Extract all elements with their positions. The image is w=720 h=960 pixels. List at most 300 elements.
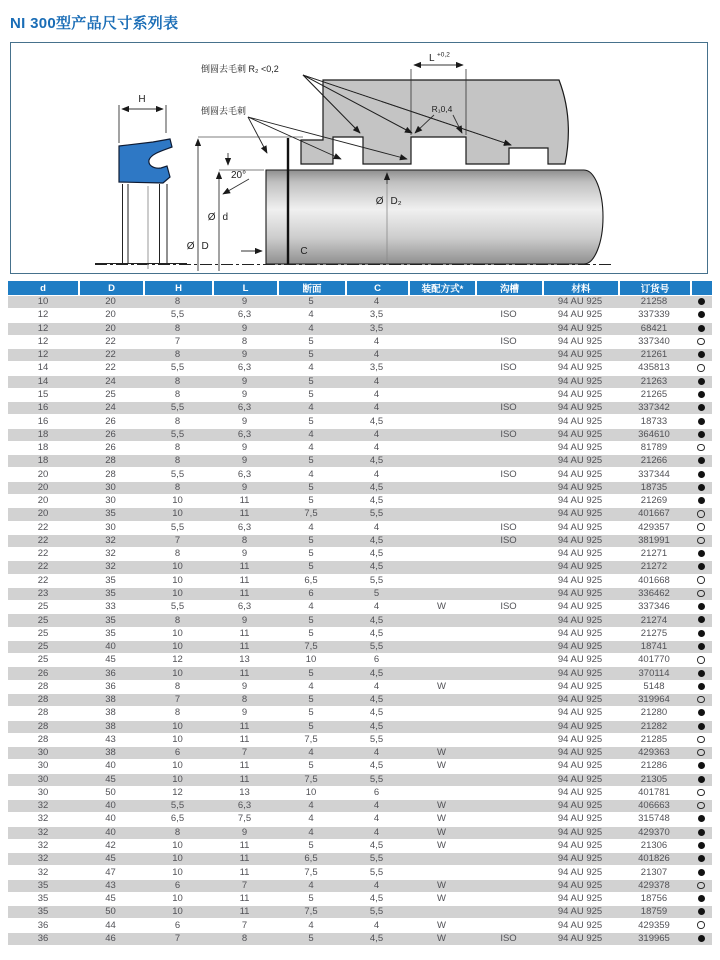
table-cell: 26 xyxy=(78,415,143,428)
table-cell: 18 xyxy=(8,429,78,442)
table-cell: 4 xyxy=(345,747,408,760)
table-cell: 94 AU 925 xyxy=(542,880,618,893)
table-cell xyxy=(408,323,475,336)
table-cell: 10 xyxy=(277,787,345,800)
table-cell: 36 xyxy=(78,681,143,694)
table-cell: 8 xyxy=(143,548,212,561)
table-cell: 45 xyxy=(78,853,143,866)
deburr-r2-label: 倒圆去毛刺 R₂ <0,2 xyxy=(201,64,279,74)
table-row xyxy=(8,721,712,734)
table-cell xyxy=(408,482,475,495)
table-cell: 11 xyxy=(212,774,277,787)
table-cell: 40 xyxy=(78,800,143,813)
availability-cell xyxy=(690,309,712,322)
table-cell: 5 xyxy=(277,389,345,402)
availability-cell xyxy=(690,468,712,481)
column-header-10: 订货号 xyxy=(618,281,690,296)
table-cell xyxy=(475,495,542,508)
table-cell xyxy=(475,588,542,601)
table-cell: 22 xyxy=(78,336,143,349)
table-cell: 10 xyxy=(143,588,212,601)
table-cell: 40 xyxy=(78,760,143,773)
table-cell: 81789 xyxy=(618,442,690,455)
table-cell: 5 xyxy=(277,840,345,853)
table-cell: 4 xyxy=(345,402,408,415)
dim-h-label: H xyxy=(138,94,146,105)
table-cell: 5 xyxy=(277,415,345,428)
table-cell: 13 xyxy=(212,654,277,667)
availability-dot-open-icon xyxy=(697,882,705,890)
availability-cell xyxy=(690,614,712,627)
table-cell: 94 AU 925 xyxy=(542,866,618,879)
table-cell: 4 xyxy=(345,442,408,455)
table-cell: 94 AU 925 xyxy=(542,654,618,667)
table-cell: 5,5 xyxy=(143,402,212,415)
table-cell: 11 xyxy=(212,840,277,853)
table-cell xyxy=(475,561,542,574)
availability-cell xyxy=(690,588,712,601)
table-cell: 32 xyxy=(78,561,143,574)
availability-cell xyxy=(690,415,712,428)
table-cell: 16 xyxy=(8,415,78,428)
table-cell: 28 xyxy=(8,721,78,734)
availability-dot-filled-icon xyxy=(698,908,705,915)
table-cell: 319964 xyxy=(618,694,690,707)
table-cell: 30 xyxy=(8,760,78,773)
table-cell: 5 xyxy=(277,495,345,508)
table-row xyxy=(8,840,712,853)
table-cell: 18756 xyxy=(618,893,690,906)
table-cell: 32 xyxy=(8,813,78,826)
table-row xyxy=(8,415,712,428)
table-cell: 4 xyxy=(277,468,345,481)
table-cell xyxy=(475,628,542,641)
availability-dot-open-icon xyxy=(697,510,705,518)
availability-dot-filled-icon xyxy=(698,351,705,358)
availability-cell xyxy=(690,323,712,336)
availability-cell xyxy=(690,641,712,654)
table-cell: 6 xyxy=(345,787,408,800)
table-cell: 11 xyxy=(212,588,277,601)
table-row xyxy=(8,880,712,893)
availability-cell xyxy=(690,535,712,548)
table-row xyxy=(8,468,712,481)
availability-dot-filled-icon xyxy=(698,935,705,942)
table-cell: 94 AU 925 xyxy=(542,800,618,813)
availability-cell xyxy=(690,455,712,468)
table-cell: 32 xyxy=(8,866,78,879)
table-cell xyxy=(408,667,475,680)
table-cell: 21306 xyxy=(618,840,690,853)
table-cell: 18741 xyxy=(618,641,690,654)
availability-cell xyxy=(690,336,712,349)
table-cell: 12 xyxy=(8,336,78,349)
table-cell xyxy=(475,694,542,707)
table-cell: 5,5 xyxy=(143,309,212,322)
table-cell: W xyxy=(408,919,475,932)
table-cell: ISO xyxy=(475,601,542,614)
angle-label: 20° xyxy=(231,170,247,181)
table-cell: 38 xyxy=(78,707,143,720)
table-row xyxy=(8,853,712,866)
table-cell xyxy=(408,508,475,521)
table-row xyxy=(8,376,712,389)
table-cell: 43 xyxy=(78,880,143,893)
table-cell: 4 xyxy=(277,747,345,760)
availability-dot-open-icon xyxy=(697,523,705,531)
table-cell: 36 xyxy=(78,667,143,680)
table-cell: 8 xyxy=(212,933,277,946)
table-cell: 9 xyxy=(212,323,277,336)
table-cell: 14 xyxy=(8,376,78,389)
table-cell: ISO xyxy=(475,468,542,481)
table-cell: 4 xyxy=(345,522,408,535)
table-cell xyxy=(475,919,542,932)
table-cell: 370114 xyxy=(618,667,690,680)
table-cell: 4,5 xyxy=(345,840,408,853)
availability-cell xyxy=(690,482,712,495)
groove-wall-lines xyxy=(123,184,168,263)
table-cell: 10 xyxy=(143,734,212,747)
table-cell: 94 AU 925 xyxy=(542,415,618,428)
table-cell: 94 AU 925 xyxy=(542,336,618,349)
table-cell: 6 xyxy=(143,919,212,932)
table-cell xyxy=(475,734,542,747)
table-cell: 21272 xyxy=(618,561,690,574)
table-cell: 5 xyxy=(277,760,345,773)
table-cell xyxy=(475,376,542,389)
table-cell: 5,5 xyxy=(345,734,408,747)
table-cell: 26 xyxy=(8,667,78,680)
table-cell: 4 xyxy=(345,880,408,893)
table-cell: 8 xyxy=(143,455,212,468)
table-cell: 6,3 xyxy=(212,309,277,322)
table-cell: 38 xyxy=(78,694,143,707)
availability-cell xyxy=(690,575,712,588)
dim-d-label: d xyxy=(222,212,229,223)
table-cell: 11 xyxy=(212,575,277,588)
table-cell: 21266 xyxy=(618,455,690,468)
table-cell: 10 xyxy=(143,508,212,521)
table-cell: 4 xyxy=(345,349,408,362)
table-cell: 4 xyxy=(345,813,408,826)
table-cell: 35 xyxy=(78,614,143,627)
table-cell: 10 xyxy=(143,628,212,641)
table-cell: 32 xyxy=(8,853,78,866)
table-cell xyxy=(475,813,542,826)
table-cell: 429378 xyxy=(618,880,690,893)
table-cell: 25 xyxy=(8,641,78,654)
table-cell: 4,5 xyxy=(345,561,408,574)
availability-cell xyxy=(690,893,712,906)
table-cell: 9 xyxy=(212,296,277,309)
dia-D-symbol: Ø xyxy=(186,241,195,252)
table-cell: 8 xyxy=(143,389,212,402)
table-cell: 32 xyxy=(78,535,143,548)
table-row xyxy=(8,309,712,322)
table-row xyxy=(8,866,712,879)
table-cell: 94 AU 925 xyxy=(542,628,618,641)
table-cell: 21258 xyxy=(618,296,690,309)
table-cell xyxy=(408,468,475,481)
table-cell: 4 xyxy=(345,681,408,694)
table-cell: 94 AU 925 xyxy=(542,588,618,601)
column-header-7: 装配方式* xyxy=(408,281,475,296)
table-row xyxy=(8,548,712,561)
table-cell: 43 xyxy=(78,734,143,747)
table-cell: 47 xyxy=(78,866,143,879)
table-cell: 94 AU 925 xyxy=(542,827,618,840)
availability-cell xyxy=(690,880,712,893)
table-cell: 25 xyxy=(78,389,143,402)
availability-dot-filled-icon xyxy=(698,550,705,557)
table-cell: 32 xyxy=(8,840,78,853)
availability-cell xyxy=(690,362,712,375)
page-title: NI 300型产品尺寸系列表 xyxy=(10,15,179,32)
table-cell: 94 AU 925 xyxy=(542,694,618,707)
table-cell: 35 xyxy=(78,588,143,601)
table-row xyxy=(8,747,712,760)
table-cell: 35 xyxy=(8,880,78,893)
availability-cell xyxy=(690,919,712,932)
table-cell: 8 xyxy=(143,296,212,309)
table-cell xyxy=(475,323,542,336)
table-cell: 4 xyxy=(277,362,345,375)
table-cell: 9 xyxy=(212,827,277,840)
table-cell: 429363 xyxy=(618,747,690,760)
table-cell: W xyxy=(408,840,475,853)
table-cell: 28 xyxy=(8,694,78,707)
availability-cell xyxy=(690,933,712,946)
table-cell: 7 xyxy=(143,694,212,707)
table-cell: 94 AU 925 xyxy=(542,349,618,362)
table-cell: ISO xyxy=(475,522,542,535)
availability-dot-open-icon xyxy=(697,364,705,372)
table-cell: 94 AU 925 xyxy=(542,893,618,906)
table-row xyxy=(8,667,712,680)
table-cell: W xyxy=(408,681,475,694)
table-cell: 5,5 xyxy=(345,508,408,521)
availability-dot-filled-icon xyxy=(698,683,705,690)
table-cell: 7,5 xyxy=(277,508,345,521)
table-cell: 6,5 xyxy=(277,853,345,866)
table-cell: 20 xyxy=(8,468,78,481)
table-cell: 9 xyxy=(212,707,277,720)
availability-dot-open-icon xyxy=(697,696,705,704)
dim-c-label: C xyxy=(300,246,308,257)
table-cell: 28 xyxy=(8,734,78,747)
table-cell: 20 xyxy=(8,482,78,495)
table-cell xyxy=(408,296,475,309)
table-cell: W xyxy=(408,813,475,826)
table-cell: 94 AU 925 xyxy=(542,747,618,760)
column-header-3: H xyxy=(143,281,212,296)
table-cell: 8 xyxy=(143,323,212,336)
table-cell: ISO xyxy=(475,933,542,946)
table-cell: 429357 xyxy=(618,522,690,535)
table-cell: 28 xyxy=(78,455,143,468)
table-cell: 6 xyxy=(143,747,212,760)
table-cell: 38 xyxy=(78,721,143,734)
table-cell: 26 xyxy=(78,442,143,455)
table-cell xyxy=(475,415,542,428)
table-cell: 25 xyxy=(8,628,78,641)
table-cell: 6,3 xyxy=(212,601,277,614)
availability-dot-open-icon xyxy=(697,444,705,452)
table-cell: W xyxy=(408,933,475,946)
table-cell: 94 AU 925 xyxy=(542,468,618,481)
dimension-table xyxy=(8,281,712,946)
seal-cross-section-drawing xyxy=(11,43,707,273)
table-cell xyxy=(475,880,542,893)
table-cell: 6 xyxy=(345,654,408,667)
table-cell: 94 AU 925 xyxy=(542,455,618,468)
table-cell: 20 xyxy=(78,309,143,322)
table-cell: 30 xyxy=(78,495,143,508)
table-cell: 18733 xyxy=(618,415,690,428)
availability-dot-filled-icon xyxy=(698,404,705,411)
table-cell: 8 xyxy=(143,376,212,389)
table-cell: 36 xyxy=(8,919,78,932)
table-cell: 28 xyxy=(8,681,78,694)
table-cell: 4 xyxy=(345,827,408,840)
table-cell xyxy=(475,654,542,667)
table-cell: 50 xyxy=(78,906,143,919)
availability-cell xyxy=(690,522,712,535)
table-cell: 11 xyxy=(212,906,277,919)
table-row xyxy=(8,296,712,309)
table-cell: 5 xyxy=(277,628,345,641)
availability-cell xyxy=(690,866,712,879)
availability-cell xyxy=(690,389,712,402)
table-cell: 4 xyxy=(345,919,408,932)
table-row xyxy=(8,522,712,535)
table-cell: 32 xyxy=(78,548,143,561)
table-cell: 10 xyxy=(143,760,212,773)
table-cell: 4,5 xyxy=(345,415,408,428)
availability-cell xyxy=(690,734,712,747)
table-cell: 9 xyxy=(212,614,277,627)
table-cell: 30 xyxy=(8,747,78,760)
table-cell: 11 xyxy=(212,508,277,521)
column-header-1: d xyxy=(8,281,78,296)
table-row xyxy=(8,893,712,906)
table-cell: 7 xyxy=(143,535,212,548)
availability-dot-filled-icon xyxy=(698,603,705,610)
table-cell: 10 xyxy=(143,906,212,919)
table-cell: 21275 xyxy=(618,628,690,641)
table-cell: 4,5 xyxy=(345,482,408,495)
table-cell: 9 xyxy=(212,442,277,455)
table-cell: 20 xyxy=(8,495,78,508)
table-cell: 50 xyxy=(78,787,143,800)
table-row xyxy=(8,402,712,415)
table-cell: 22 xyxy=(78,349,143,362)
table-cell: 9 xyxy=(212,415,277,428)
table-cell: 35 xyxy=(78,575,143,588)
table-cell: 94 AU 925 xyxy=(542,508,618,521)
availability-dot-open-icon xyxy=(697,590,705,598)
table-cell: 30 xyxy=(8,787,78,800)
table-cell xyxy=(408,575,475,588)
table-cell xyxy=(475,667,542,680)
table-cell: 94 AU 925 xyxy=(542,760,618,773)
table-cell: 10 xyxy=(143,721,212,734)
availability-dot-filled-icon xyxy=(698,630,705,637)
table-cell: 21261 xyxy=(618,349,690,362)
table-cell: 8 xyxy=(143,614,212,627)
column-header-4: L xyxy=(212,281,277,296)
table-cell: 4 xyxy=(345,601,408,614)
table-cell: 336462 xyxy=(618,588,690,601)
table-cell: 94 AU 925 xyxy=(542,309,618,322)
deburr-leader-a xyxy=(248,117,267,153)
table-cell: 5,5 xyxy=(345,774,408,787)
availability-dot-open-icon xyxy=(697,921,705,929)
table-cell: 21305 xyxy=(618,774,690,787)
availability-dot-open-icon xyxy=(697,789,705,797)
table-cell xyxy=(408,389,475,402)
availability-cell xyxy=(690,349,712,362)
table-cell: 6,3 xyxy=(212,429,277,442)
table-cell: 435813 xyxy=(618,362,690,375)
table-cell xyxy=(408,402,475,415)
table-row xyxy=(8,442,712,455)
table-cell: 94 AU 925 xyxy=(542,323,618,336)
table-cell xyxy=(408,336,475,349)
dia-D2-symbol: Ø xyxy=(375,196,384,207)
table-cell: 94 AU 925 xyxy=(542,919,618,932)
table-cell: 11 xyxy=(212,734,277,747)
table-cell: 4 xyxy=(277,402,345,415)
table-cell: 36 xyxy=(8,933,78,946)
table-cell xyxy=(475,548,542,561)
table-cell xyxy=(408,415,475,428)
table-cell xyxy=(408,442,475,455)
table-cell: 40 xyxy=(78,827,143,840)
table-cell: 10 xyxy=(8,296,78,309)
table-cell: 22 xyxy=(78,362,143,375)
table-cell: 5,5 xyxy=(143,429,212,442)
table-cell: 4 xyxy=(277,429,345,442)
table-cell: 94 AU 925 xyxy=(542,787,618,800)
dim-D2-label: D₂ xyxy=(390,196,402,207)
availability-dot-filled-icon xyxy=(698,431,705,438)
h-dim-extension-lines xyxy=(119,105,166,143)
column-header-6: C xyxy=(345,281,408,296)
table-cell: W xyxy=(408,827,475,840)
table-row xyxy=(8,628,712,641)
table-cell: 337340 xyxy=(618,336,690,349)
dim-l-tolerance: +0,2 xyxy=(437,51,450,59)
table-cell: 21286 xyxy=(618,760,690,773)
availability-dot-filled-icon xyxy=(698,471,705,478)
table-cell: 401668 xyxy=(618,575,690,588)
table-cell: 35 xyxy=(78,628,143,641)
table-row xyxy=(8,694,712,707)
table-cell xyxy=(475,827,542,840)
table-cell: 10 xyxy=(143,575,212,588)
table-cell: 3,5 xyxy=(345,323,408,336)
table-cell: 24 xyxy=(78,376,143,389)
table-cell: 13 xyxy=(212,787,277,800)
table-cell: 9 xyxy=(212,681,277,694)
table-row xyxy=(8,495,712,508)
availability-dot-open-icon xyxy=(697,802,705,810)
table-cell xyxy=(408,429,475,442)
availability-cell xyxy=(690,853,712,866)
table-cell: 8 xyxy=(212,694,277,707)
